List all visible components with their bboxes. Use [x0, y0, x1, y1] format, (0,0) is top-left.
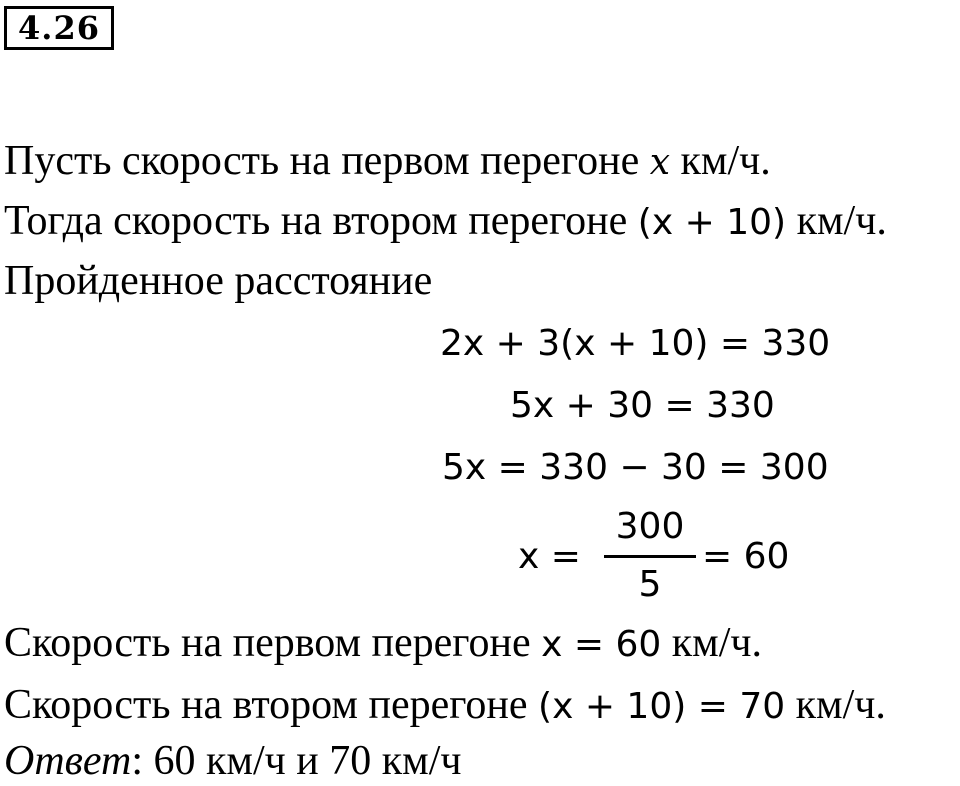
- equation-4-rhs: = 60: [702, 536, 790, 577]
- answer-text: : 60 км/ч и 70 км/ч: [131, 738, 462, 784]
- equation-4-lhs: x =: [518, 536, 581, 577]
- text-line-1-end: км/ч.: [670, 138, 771, 184]
- fraction-numerator: 300: [615, 506, 685, 547]
- text-line-5: [4, 680, 886, 732]
- expression-x-plus-10-equals-70: (x + 10) = 70: [538, 686, 786, 727]
- equation-1: 2x + 3(x + 10) = 330: [440, 323, 831, 364]
- equation-3: 5x = 330 − 30 = 300: [442, 447, 829, 488]
- problem-number: 4.26: [4, 6, 114, 50]
- equation-2: 5x + 30 = 330: [510, 385, 775, 426]
- text-line-2-start: Тогда скорость на втором перегоне: [4, 198, 638, 244]
- expression-x-plus-10: (x + 10): [637, 202, 787, 243]
- variable-x: x: [649, 142, 671, 183]
- text-line-3: Пройденное расстояние: [4, 258, 433, 304]
- text-line-4-start: Скорость на первом перегоне: [4, 620, 542, 666]
- text-line-5-end: км/ч.: [785, 682, 886, 728]
- expression-x-equals-60: x = 60: [541, 624, 662, 665]
- text-line-2-end: км/ч.: [786, 198, 887, 244]
- text-line-2: [4, 196, 887, 248]
- text-line-5-start: Скорость на втором перегоне: [4, 682, 539, 728]
- answer-label: Ответ: [4, 738, 132, 784]
- answer-line: [4, 736, 462, 786]
- text-line-1-start: Пусть скорость на первом перегоне: [4, 138, 650, 184]
- fraction-denominator: 5: [638, 564, 662, 605]
- text-line-4-end: км/ч.: [661, 620, 763, 666]
- text-line-1: [4, 136, 771, 188]
- text-line-4: [4, 618, 762, 670]
- fraction-bar: [604, 555, 696, 558]
